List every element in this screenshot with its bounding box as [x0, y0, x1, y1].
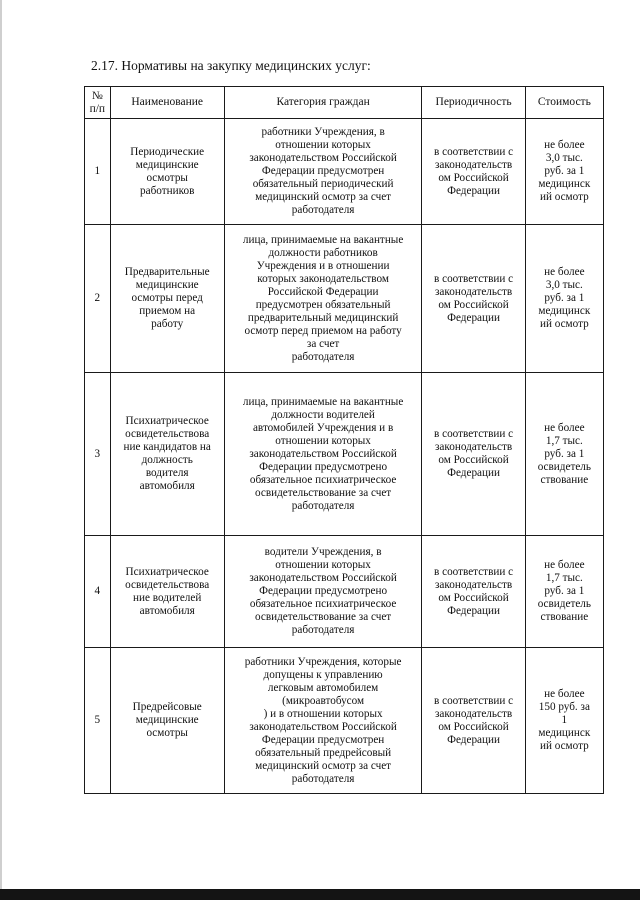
cell-num: 5	[85, 648, 111, 794]
cell-num: 2	[85, 225, 111, 373]
table-header-row	[85, 87, 604, 119]
cell-cost: не более 3,0 тыс. руб. за 1 медицинск ий осмотр	[525, 225, 603, 373]
cell-cost: не более 1,7 тыс. руб. за 1 освидетель ствование	[525, 373, 603, 536]
cell-name: Предварительные медицинские осмотры перед приемом на работу	[110, 225, 224, 373]
cell-periodicity: в соответствии с законодательств ом Российской Федерации	[422, 119, 525, 225]
cell-name: Психиатрическое освидетельствова ние кандидатов на должность водителя автомобиля	[110, 373, 224, 536]
cell-category: лица, принимаемые на вакантные должности водителей автомобилей Учреждения и в отношении которых законодательством Российской Федерации предусмотрено обязательное психиатрическое освидетельствование за счет работодателя	[224, 373, 422, 536]
cell-category: лица, принимаемые на вакантные должности работников Учреждения и в отношении которых законодательством Российской Федерации предусмотрен обязательный предварительный медицинский осмотр перед приемом на работу за счет работодателя	[224, 225, 422, 373]
cell-periodicity: в соответствии с законодательств ом Российской Федерации	[422, 225, 525, 373]
table-row	[85, 648, 604, 794]
cell-cost: не более 150 руб. за 1 медицинск ий осмотр	[525, 648, 603, 794]
scan-bottom-border	[0, 889, 640, 900]
cell-name: Периодические медицинские осмотры работников	[110, 119, 224, 225]
cell-name: Предрейсовые медицинские осмотры	[110, 648, 224, 794]
scan-edge	[0, 0, 2, 889]
cell-periodicity: в соответствии с законодательств ом Российской Федерации	[422, 373, 525, 536]
section-heading: 2.17. Нормативы на закупку медицинских услуг:	[91, 58, 371, 73]
table-row	[85, 225, 604, 373]
cell-category: работники Учреждения, которые допущены к управлению легковым автомобилем (микроавтобусом ) и в отношении которых законодательством Российской Федерации предусмотрен обязательный предрейсовый медицинский осмотр за счет работодателя	[224, 648, 422, 794]
cell-category: водители Учреждения, в отношении которых законодательством Российской Федерации предусмотрено обязательное психиатрическое освидетельствование за счет работодателя	[224, 536, 422, 648]
medical-services-norms-table	[84, 86, 604, 794]
header-num: № п/п	[85, 87, 111, 119]
table-row	[85, 119, 604, 225]
cell-cost: не более 3,0 тыс. руб. за 1 медицинск ий осмотр	[525, 119, 603, 225]
cell-periodicity: в соответствии с законодательств ом Российской Федерации	[422, 648, 525, 794]
header-periodicity: Периодичность	[422, 87, 525, 119]
cell-category: работники Учреждения, в отношении которых законодательством Российской Федерации предусмотрен обязательный периодический медицинский осмотр за счет работодателя	[224, 119, 422, 225]
cell-num: 4	[85, 536, 111, 648]
cell-num: 3	[85, 373, 111, 536]
header-cost: Стоимость	[525, 87, 603, 119]
header-name: Наименование	[110, 87, 224, 119]
cell-name: Психиатрическое освидетельствова ние водителей автомобиля	[110, 536, 224, 648]
cell-periodicity: в соответствии с законодательств ом Российской Федерации	[422, 536, 525, 648]
cell-num: 1	[85, 119, 111, 225]
table-row	[85, 536, 604, 648]
header-category: Категория граждан	[224, 87, 422, 119]
cell-cost: не более 1,7 тыс. руб. за 1 освидетель ствование	[525, 536, 603, 648]
table-row	[85, 373, 604, 536]
